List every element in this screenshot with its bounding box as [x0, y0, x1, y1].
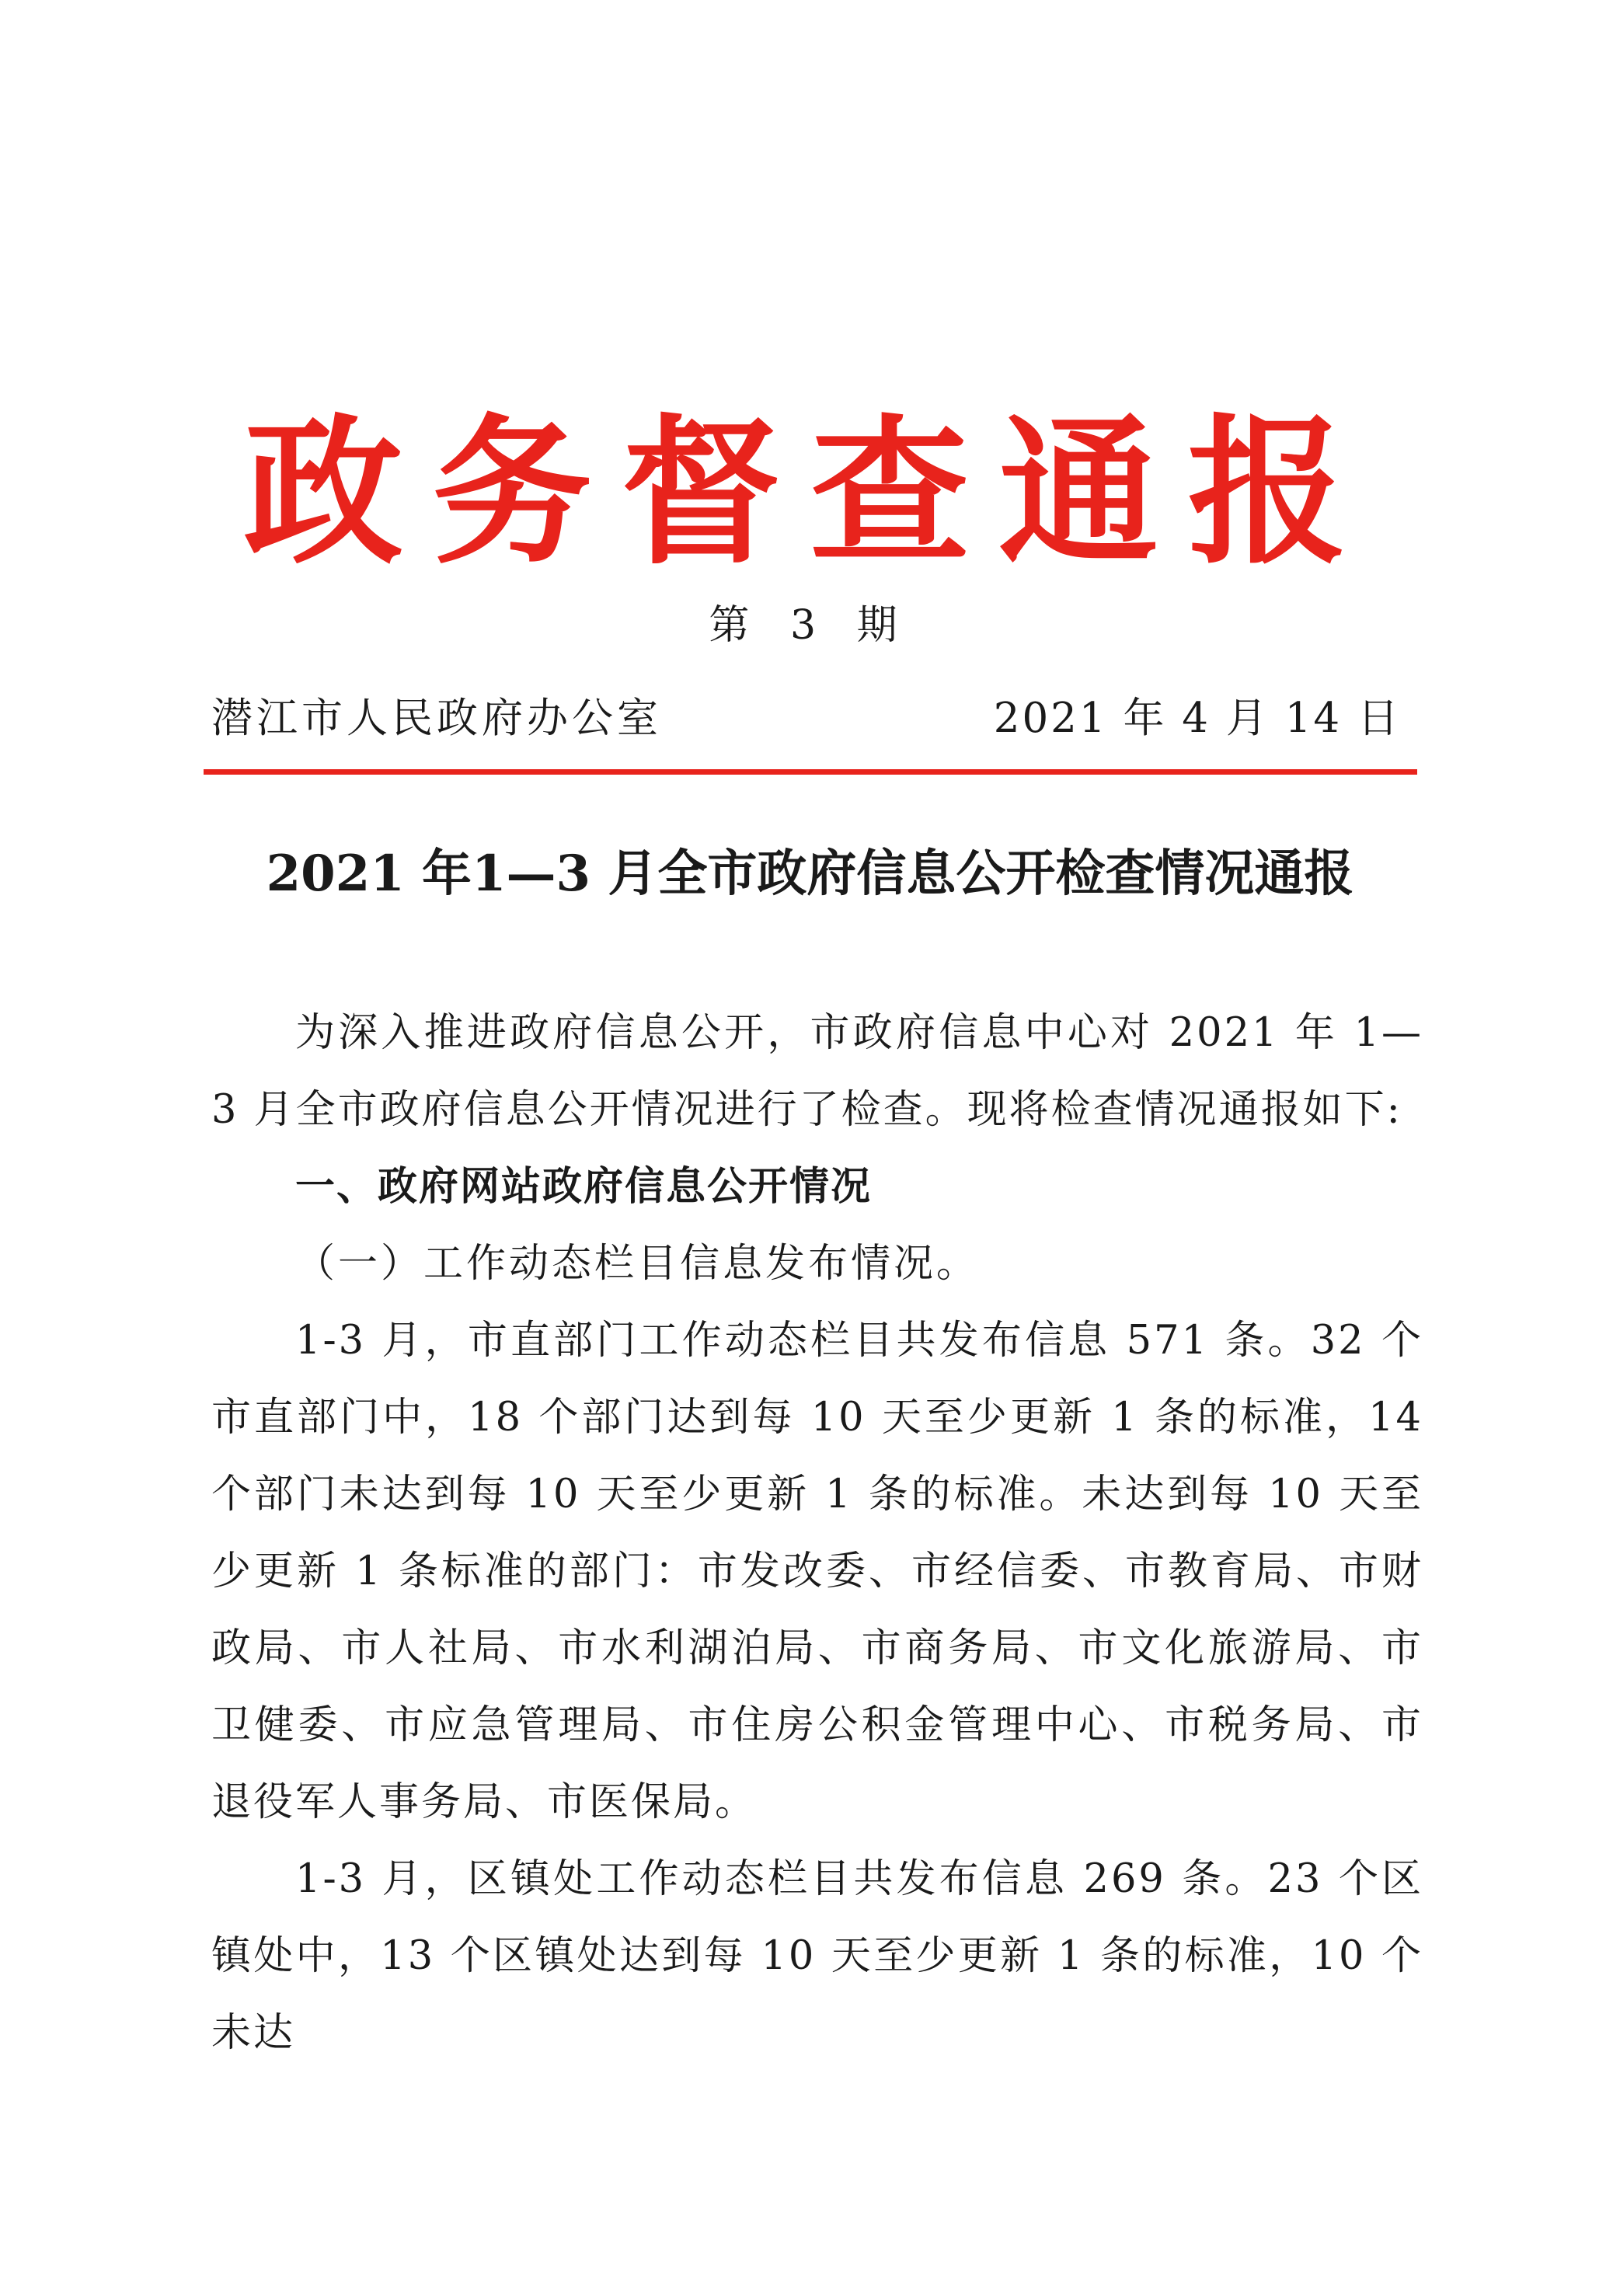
- intro-paragraph: 为深入推进政府信息公开，市政府信息中心对 2021 年 1—3 月全市政府信息公开情况进行了检查。现将检查情况通报如下:: [211, 1010, 1423, 1133]
- subsection-heading: （一）工作动态栏目信息发布情况。: [295, 1241, 980, 1287]
- issuing-office: 潜江市人民政府办公室: [211, 695, 662, 742]
- masthead-title: 政务督查通报: [243, 401, 1377, 586]
- body-paragraph: 1-3 月，区镇处工作动态栏目共发布信息 269 条。23 个区镇处中，13 个区镇处达到每 10 天至少更新 1 条的标准，10 个未达: [211, 1856, 1423, 2056]
- body-paragraph: 1-3 月，市直部门工作动态栏目共发布信息 571 条。32 个市直部门中，18 个部门达到每 10 天至少更新 1 条的标准，14 个部门未达到每 10 天至少更新 1 条的标准。未达到每 10 天至少更新 1 条标准的部门：市发改委、市经信委、市教育局、市财政局、市人社局、市水利湖泊局、市商务局、市文化旅游局、市卫健委、市应急管理局、市住房公积金管理中心、市税务局、市退役军人事务局、市医保局。: [211, 1318, 1423, 1825]
- issue-number: 第 3 期: [709, 602, 911, 649]
- document-body: [211, 995, 1423, 2071]
- document-title: 2021 年1—3 月全市政府信息公开检查情况通报: [266, 845, 1354, 903]
- red-divider-line: [204, 769, 1417, 775]
- issue-date: 2021 年 4 月 14 日: [993, 695, 1401, 742]
- section-heading: 一、政府网站政府信息公开情况: [295, 1164, 873, 1210]
